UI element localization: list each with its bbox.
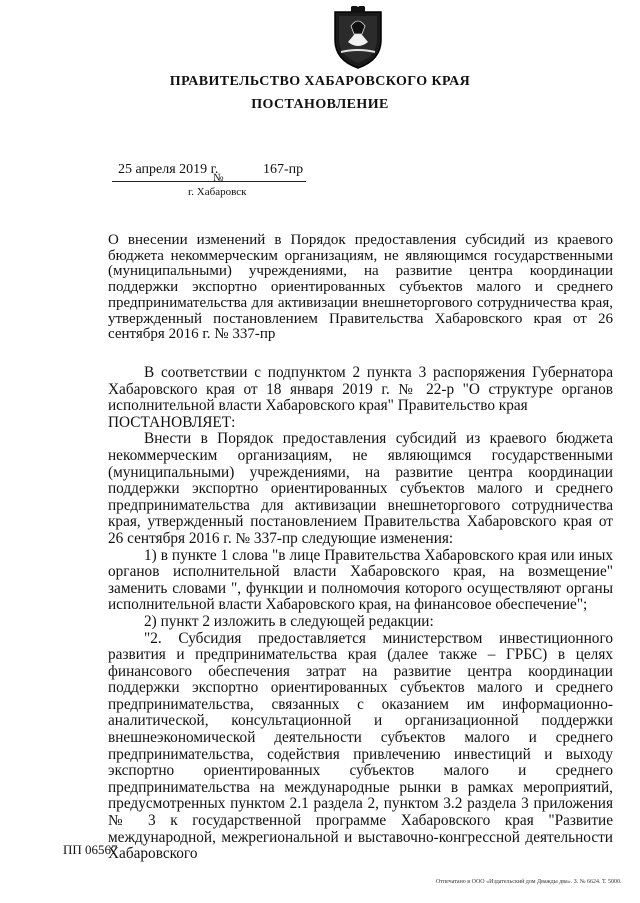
number-sign: № bbox=[213, 172, 224, 184]
document-number: 167-пр bbox=[263, 162, 304, 177]
coat-of-arms-icon bbox=[329, 6, 387, 70]
document-code: ПП 06567 bbox=[63, 842, 118, 857]
preamble-paragraph: В соответствии с подпунктом 2 пункта 3 распоряжения Губернатора Хабаровского края от 18 января 2019 г. № 22-р "О структуре органов исполнительной власти Хабаровского края" Правительство края bbox=[108, 364, 613, 415]
intro-paragraph: Внести в Порядок предоставления субсидий из краевого бюджета некоммерческим организациям, не являющимся государственными (муниципальными) учреждениями, на развитие центра координации поддержки экспортно ориентированных субъектов малого и среднего предпринимательства для активизации внешнеторгового сотрудничества края, утвержденный постановлением Правительства Хабаровского края от 26 сентября 2016 г. № 337-пр следующие изменения: bbox=[108, 430, 613, 547]
document-type: ПОСТАНОВЛЕНИЕ bbox=[251, 97, 389, 112]
item-2-paragraph: 2) пункт 2 изложить в следующей редакции: bbox=[144, 612, 434, 630]
document-date: 25 апреля 2019 г. bbox=[118, 162, 219, 177]
government-title: ПРАВИТЕЛЬСТВО ХАБАРОВСКОГО КРАЯ bbox=[169, 74, 471, 89]
date-underline bbox=[112, 181, 306, 182]
document-subject: О внесении изменений в Порядок предоставления субсидий из краевого бюджета некоммерческим организациям, не являющимся государственными (муниципальными) учреждениями, на развитие центра координации поддержки экспортно ориентированных субъектов малого и среднего предпринимательства для активизации внешнеторгового сотрудничества края, утвержденный постановлением Правительства Хабаровского края от 26 сентября 2016 г. № 337-пр bbox=[108, 232, 613, 343]
resolves-heading: ПОСТАНОВЛЯЕТ: bbox=[108, 413, 236, 431]
quoted-clause-paragraph: "2. Субсидия предоставляется министерством инвестиционного развития и предпринимательства края (далее также – ГРБС) в целях финансового обеспечения затрат на развитие центра координации поддержки экспортно ориентированных субъектов малого и среднего предпринимательства, связанных с оказанием им информационно-аналитической, консультационной и организационной поддержки внешнеэкономической деятельности субъектов малого и среднего предпринимательства, содействия привлечению инвестиций и выходу экспортно ориентированных субъектов малого и среднего предпринимательства на международные рынки в рамках мероприятий, предусмотренных пунктом 2.1 раздела 2, пунктом 3.2 раздела 3 приложения № 3 к государственной программе Хабаровского края "Развитие международной, межрегиональной и выставочно-конгрессной деятельности Хабаровского bbox=[108, 629, 613, 863]
document-body bbox=[108, 365, 613, 863]
item-1-paragraph: 1) в пункте 1 слова "в лице Правительства Хабаровского края или иных органов исполнительной власти Хабаровского края, на возмещение" заменить словами ", функции и полномочия которого осуществляют органы исполнительной власти Хабаровского края, на финансовое обеспечение"; bbox=[108, 546, 613, 614]
print-note: Отпечатано в ООО «Издательский дом Дважды два». З. № 6624. Т. 5000. bbox=[436, 879, 622, 885]
document-city: г. Хабаровск bbox=[188, 186, 247, 198]
